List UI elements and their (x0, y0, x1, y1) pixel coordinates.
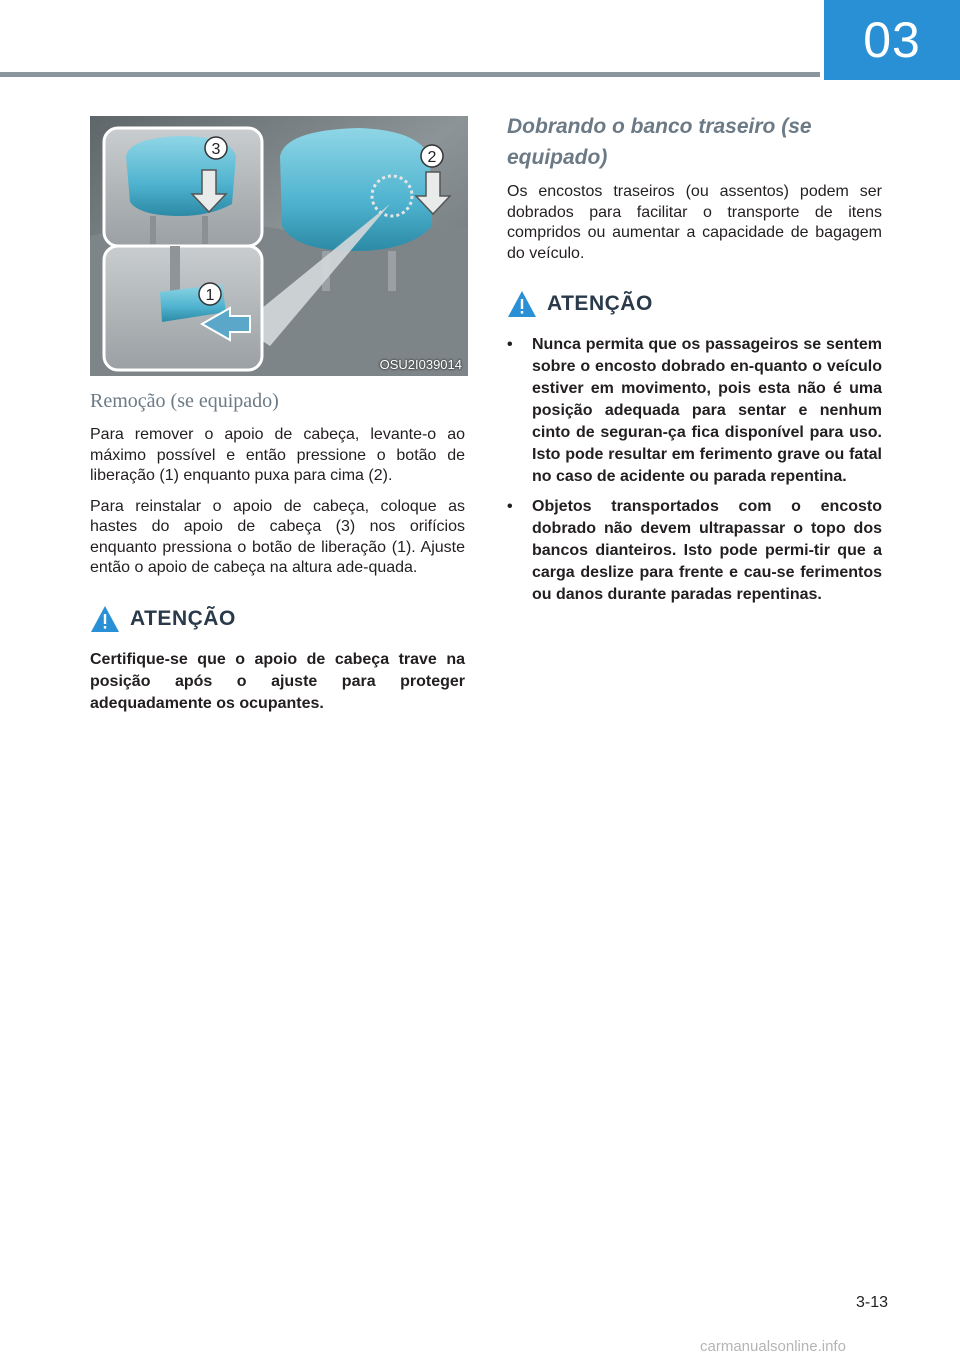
headrest-illustration (90, 116, 468, 376)
right-column (507, 111, 882, 614)
list-item: • Objetos transportados com o encosto dobrado não devem ultrapassar o topo dos bancos dianteiros. Isto pode permi-tir que a carga deslize para frente e cau-se ferimentos ou danos durante paradas repentinas. (507, 498, 882, 603)
chapter-tab: 03 (824, 0, 960, 80)
warning-triangle-icon (507, 290, 537, 318)
warning-triangle-icon (90, 605, 120, 633)
left-column (90, 390, 465, 715)
paragraph-remove: Para remover o apoio de cabeça, levante-o ao máximo possível e então pressione o botão de liberação (1) enquanto puxa para cima (2). (90, 426, 465, 484)
header-rule (0, 72, 820, 77)
warning-title: ATENÇÃO (130, 606, 236, 630)
figure-code: OSU2I039014 (379, 357, 462, 372)
warning-text: Certifique-se que o apoio de cabeça trave na posição após o ajuste para proteger adequadamente os ocupantes. (90, 650, 465, 712)
warning-list (507, 334, 882, 606)
watermark: carmanualsonline.info (700, 1338, 846, 1355)
warning-header (507, 290, 882, 318)
paragraph-folding: Os encostos traseiros (ou assentos) podem ser dobrados para facilitar o transporte de itens compridos ou aumentar a capacidade de bagagem do veículo. (507, 183, 882, 262)
section-heading-removal: Remoção (se equipado) (90, 390, 279, 412)
paragraph-reinstall: Para reinstalar o apoio de cabeça, coloque as hastes do apoio de cabeça (3) nos orifícios enquanto pressiona o botão de liberação (1). Ajuste então o apoio de cabeça na altura ade-quada. (90, 497, 465, 576)
section-heading-folding: Dobrando o banco traseiro (se equipado) (507, 115, 812, 169)
warning-title: ATENÇÃO (547, 292, 653, 315)
headrest-figure (90, 116, 468, 376)
warning-header (90, 605, 465, 633)
svg-text:1: 1 (205, 287, 215, 304)
svg-text:3: 3 (211, 141, 221, 158)
list-item: • Nunca permita que os passageiros se sentem sobre o encosto dobrado en-quanto o veículo estiver em movimento, pois esta não é uma posição adequada para sentar e nenhum cinto de seguran-ça fica disponível para uso. Isto pode resultar em ferimento grave ou fatal no caso de acidente ou parada repentina. (507, 336, 882, 485)
callout-3 (205, 137, 227, 159)
callout-1 (199, 283, 221, 305)
page-number: 3-13 (855, 1294, 888, 1311)
svg-text:2: 2 (427, 149, 437, 166)
callout-2 (421, 145, 443, 167)
